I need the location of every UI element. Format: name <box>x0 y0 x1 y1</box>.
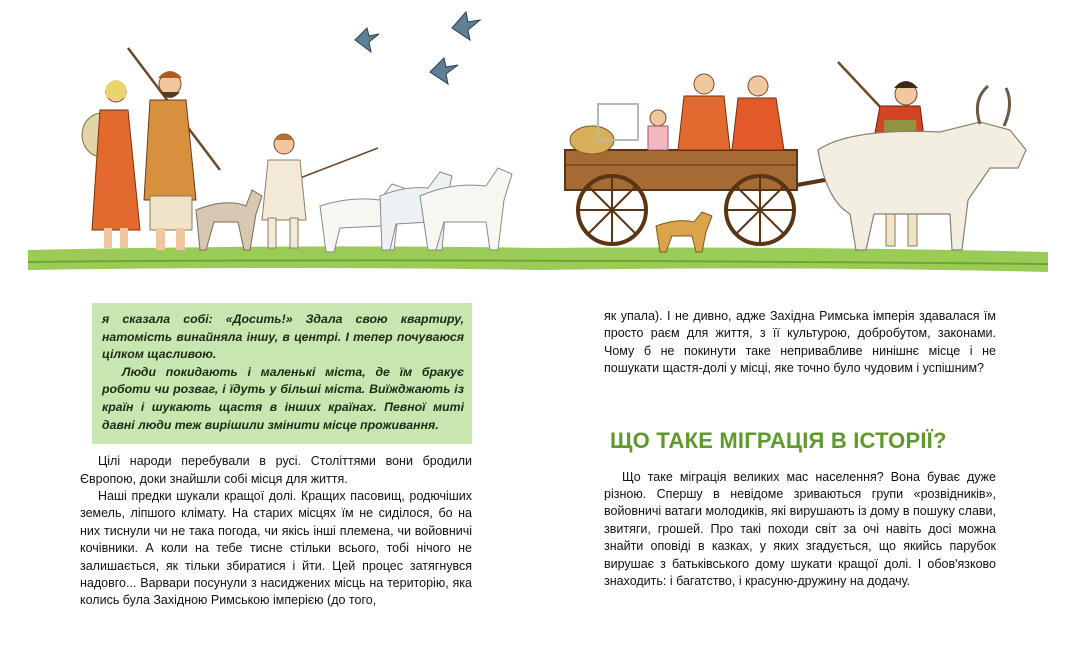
right-column <box>604 308 996 590</box>
left-column <box>80 303 472 610</box>
bird-icon <box>355 28 379 52</box>
right-body-text <box>604 469 996 591</box>
quote-paragraph: Люди покидають і маленькі міста, де їм бракує роботи чи розваг, і їдуть у більші міста. Виїжджають із країн і шукають щастя в інших країнах. Певної миті давні люди теж вирішили змінити місце проживання. <box>102 364 464 432</box>
bird-icon <box>430 58 458 84</box>
right-continuation-text <box>604 308 996 378</box>
section-heading: ЩО ТАКЕ МІГРАЦІЯ В ІСТОРІЇ? <box>610 427 947 453</box>
body-paragraph: Наші предки шукали кращої долі. Кращих пасовищ, родючіших земель, ліпшого клімату. На старих місцях їм не сиділося, бо на них тиснули чи не така погода, чи якісь інші племена, чи войовничі кочівники. А коли на тебе тисне стільки всього, тобі нічого не залишається, як тільки збиратися і йти. Цей процес затягнувся надовго... Варвари посунули з насиджених місць на територію, яка колись була Західною Римською імперією (до того, <box>80 488 472 608</box>
bird-icon <box>452 12 480 40</box>
body-paragraph: Що таке міграція великих мас населення? Вона буває дуже різною. Спершу в невідоме зриваються групи «розвідників», войовничі ватаги молодиків, які вирушають із дому в пошуку слави, звитяги, грошей. Про такі походи світ за очі навіть досі можна знайти оповіді в казках, у яких згадується, що якийсь парубок вирушає з батьківського дому шукати кращої долі. І обов'язково знаходить: і багатство, і красуню-дружину на додачу. <box>604 469 996 589</box>
goats <box>320 168 512 252</box>
birds <box>355 12 480 84</box>
migration-illustration <box>0 0 1076 290</box>
body-paragraph: як упала). І не дивно, адже Західна Римська імперія здавалася їм просто раєм для життя, з її культурою, добробутом, законами. Чому б не покинути таке непривабливе нинішнє місце і не пошукати щастя-долі у місці, яке точно було чудовим і успішним? <box>604 309 996 376</box>
ox <box>818 86 1026 250</box>
body-paragraph: Цілі народи перебували в русі. Століттями вони бродили Європою, доки знайшли собі місця для життя. <box>80 454 472 486</box>
quote-paragraph: я сказала собі: «Досить!» Здала свою квартиру, натомість винайняла іншу, в центрі. І тепер почуваюся цілком щасливою. <box>102 312 464 362</box>
grass-strip <box>28 246 1048 272</box>
left-body-text <box>80 453 472 610</box>
highlighted-quote <box>92 303 472 444</box>
